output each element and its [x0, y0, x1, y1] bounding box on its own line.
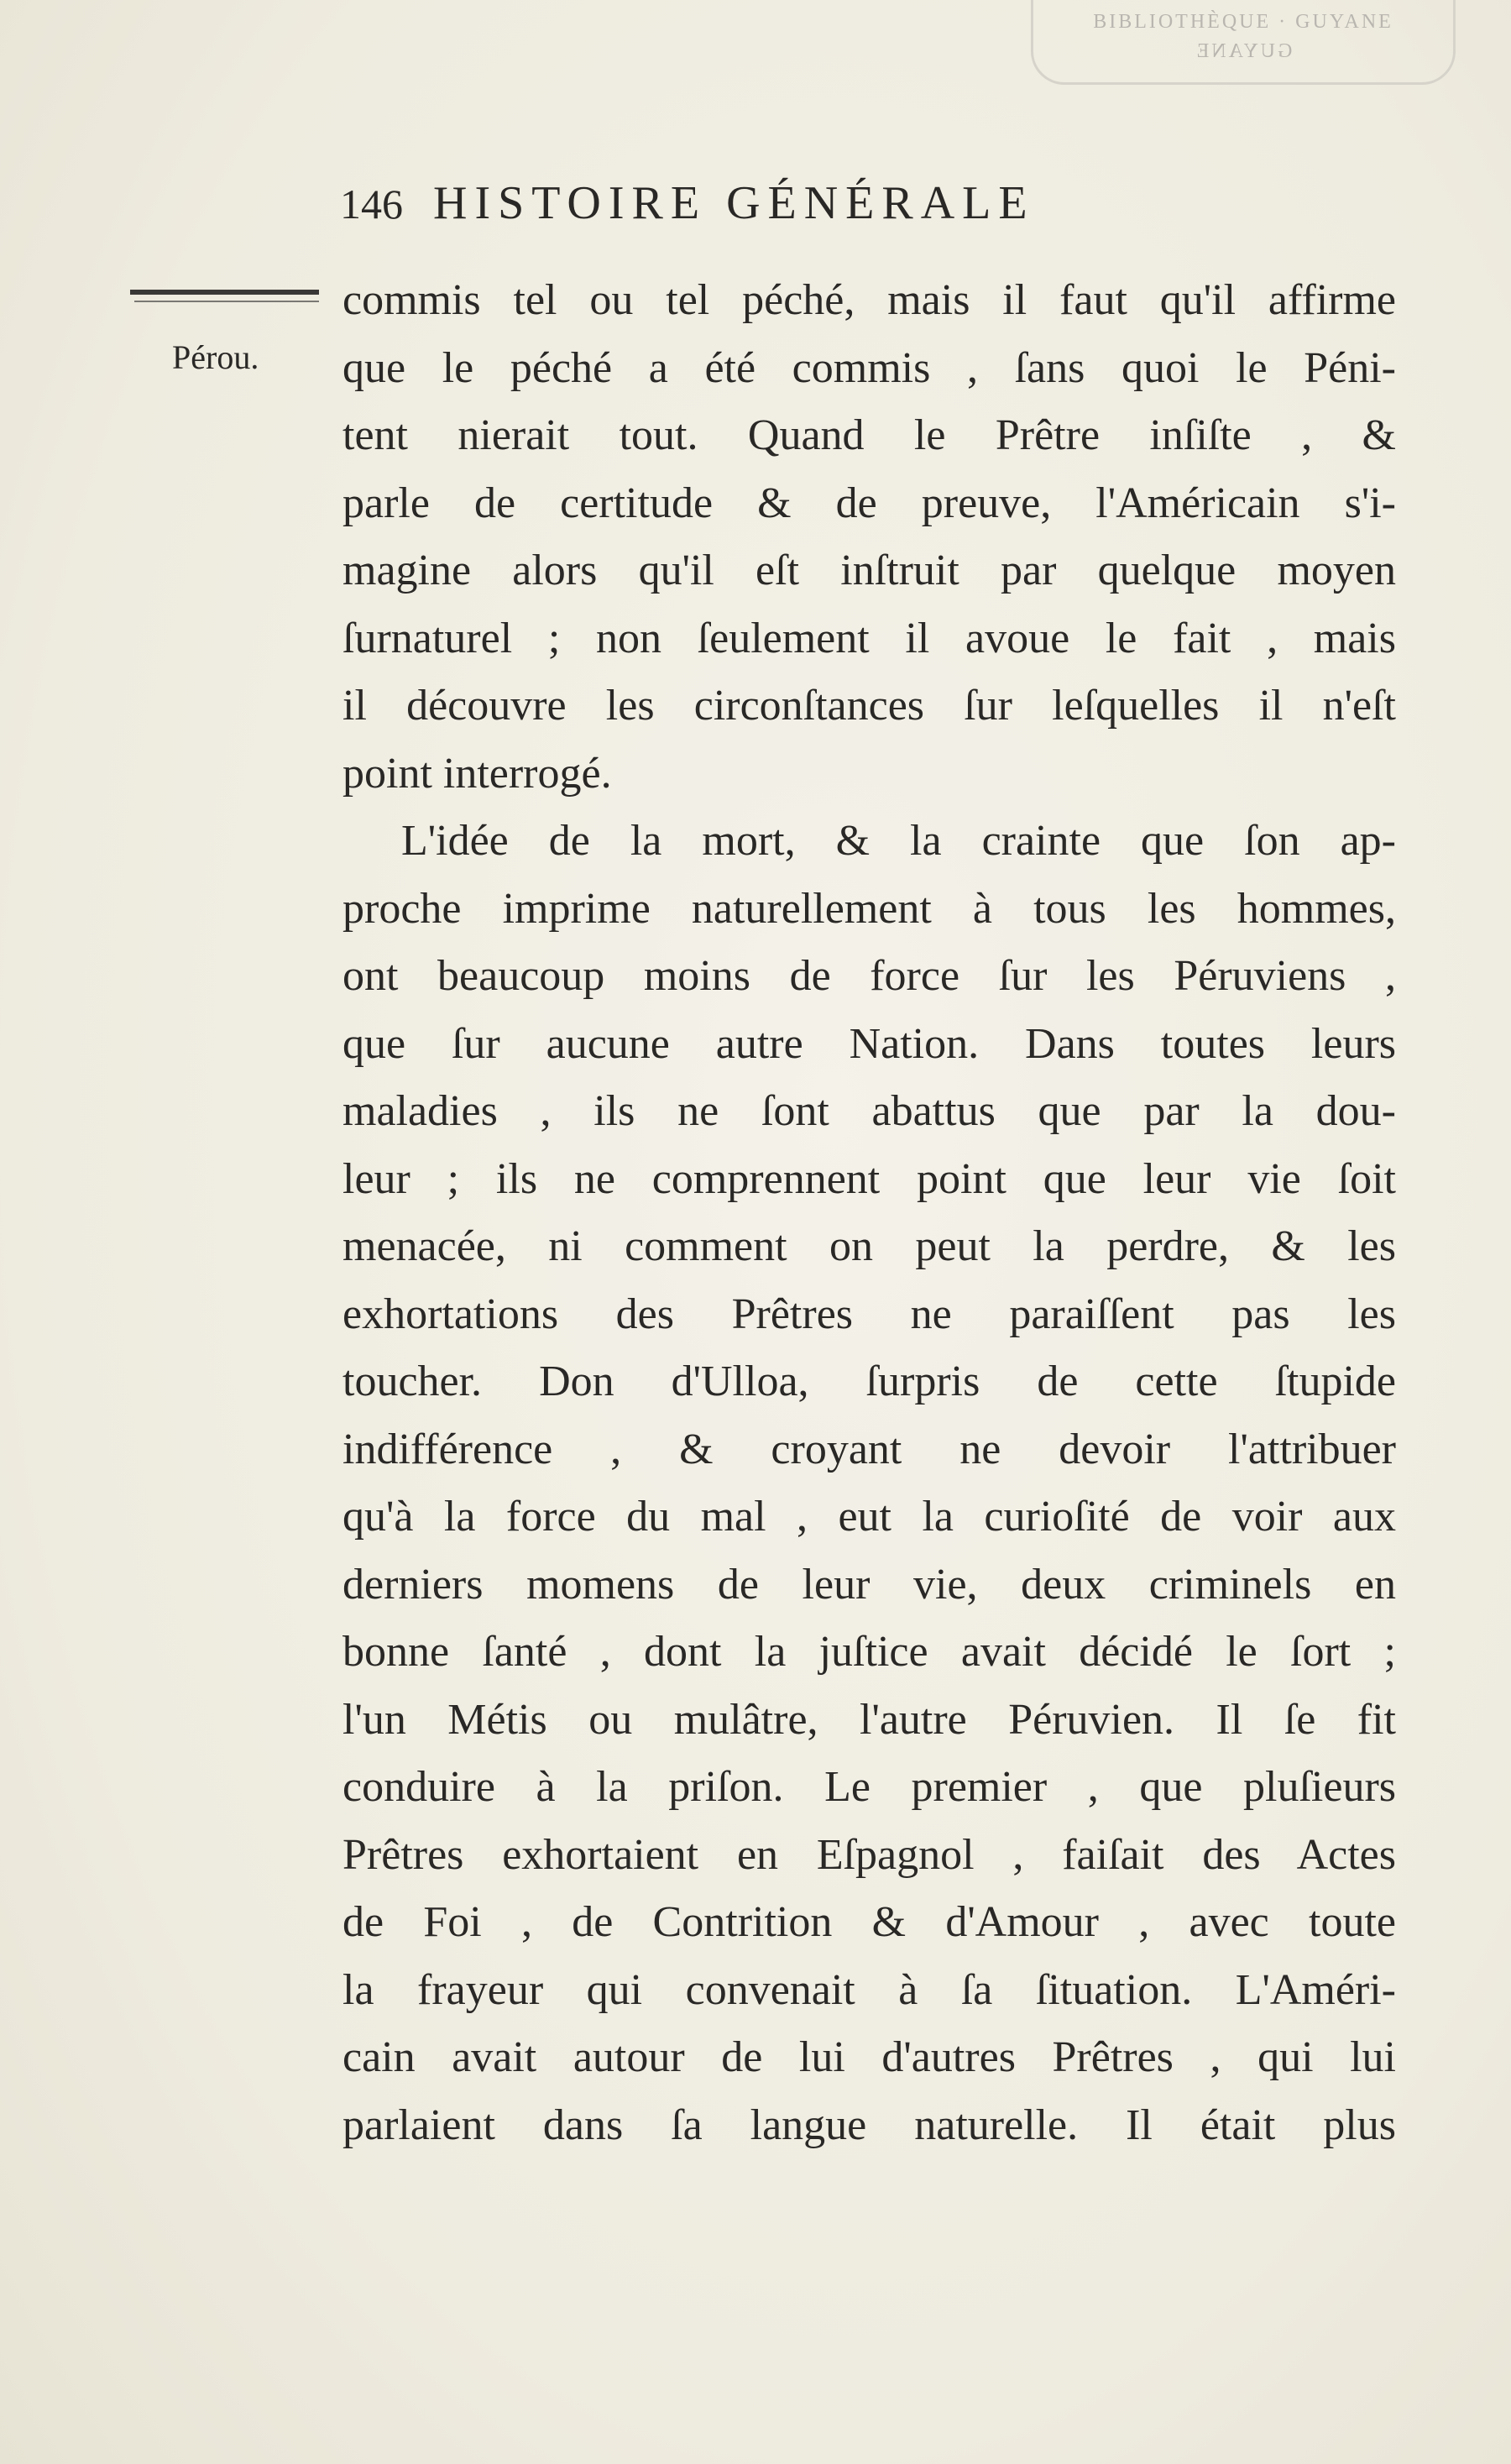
text-line: toucher. Don d'Ulloa, ſurpris de cette ſtupide [342, 1358, 1396, 1405]
text-line: proche imprime naturellement à tous les hommes, [342, 884, 1396, 933]
stamp-line-1: BIBLIOTHÈQUE · GUYANE [1093, 11, 1393, 33]
margin-rule [130, 290, 319, 295]
text-line: leur ; ils ne comprennent point que leur vie ſoit [342, 1154, 1396, 1203]
running-title: HISTOIRE GÉNÉRALE [433, 177, 1035, 229]
text-line: L'idée de la mort, & la crainte que ſon ap- [401, 817, 1396, 865]
text-line: exhortations des Prêtres ne paraiſſent pas les [342, 1290, 1396, 1338]
library-stamp [1031, 0, 1456, 85]
stamp-line-2: GUYANE [1194, 40, 1293, 62]
text-line: menacée, ni comment on peut la perdre, & les [342, 1222, 1396, 1270]
text-line: ont beaucoup moins de force ſur les Péruviens , [342, 952, 1396, 1000]
margin-rule-thin [134, 301, 319, 302]
body-text [342, 267, 1396, 2159]
text-line: que le péché a été commis , ſans quoi le Péni- [342, 343, 1396, 392]
text-line: derniers momens de leur vie, deux criminels en [342, 1560, 1396, 1609]
text-line: parlaient dans ſa langue naturelle. Il était plus [342, 2100, 1396, 2149]
text-line: magine alors qu'il eſt inſtruit par quelque moyen [342, 547, 1396, 594]
text-line: commis tel ou tel péché, mais il faut qu'il affirme [342, 276, 1396, 324]
text-line: il découvre les circonſtances ſur leſquelles il n'eſt [342, 682, 1396, 730]
text-line: l'un Métis ou mulâtre, l'autre Péruvien. Il ſe fit [342, 1695, 1396, 1744]
text-line: maladies , ils ne ſont abattus que par la dou- [342, 1087, 1396, 1135]
text-line: bonne ſanté , dont la juſtice avait décidé le ſort ; [342, 1628, 1396, 1676]
text-line: parle de certitude & de preuve, l'Américain s'i- [342, 479, 1396, 527]
text-line: qu'à la force du mal , eut la curioſité de voir aux [342, 1493, 1396, 1541]
text-line: tent nierait tout. Quand le Prêtre inſiſte , & [342, 411, 1396, 459]
margin-note: Pérou. [172, 338, 259, 376]
text-line: de Foi , de Contrition & d'Amour , avec toute [342, 1898, 1396, 1946]
page-number: 146 [340, 180, 403, 228]
text-line: que ſur aucune autre Nation. Dans toutes leurs [342, 1019, 1396, 1068]
running-header [340, 176, 1398, 230]
text-line: point interrogé. [342, 749, 612, 798]
text-line: la frayeur qui convenait à ſa ſituation. L'Améri- [342, 1965, 1396, 2014]
text-line: cain avait autour de lui d'autres Prêtres , qui lui [342, 2033, 1396, 2081]
text-line: Prêtres exhortaient en Eſpagnol , faiſait des Actes [342, 1830, 1396, 1879]
text-line: indifférence , & croyant ne devoir l'attribuer [342, 1425, 1396, 1473]
text-line: ſurnaturel ; non ſeulement il avoue le fait , mais [342, 614, 1396, 662]
text-line: conduire à la priſon. Le premier , que pluſieurs [342, 1763, 1396, 1811]
